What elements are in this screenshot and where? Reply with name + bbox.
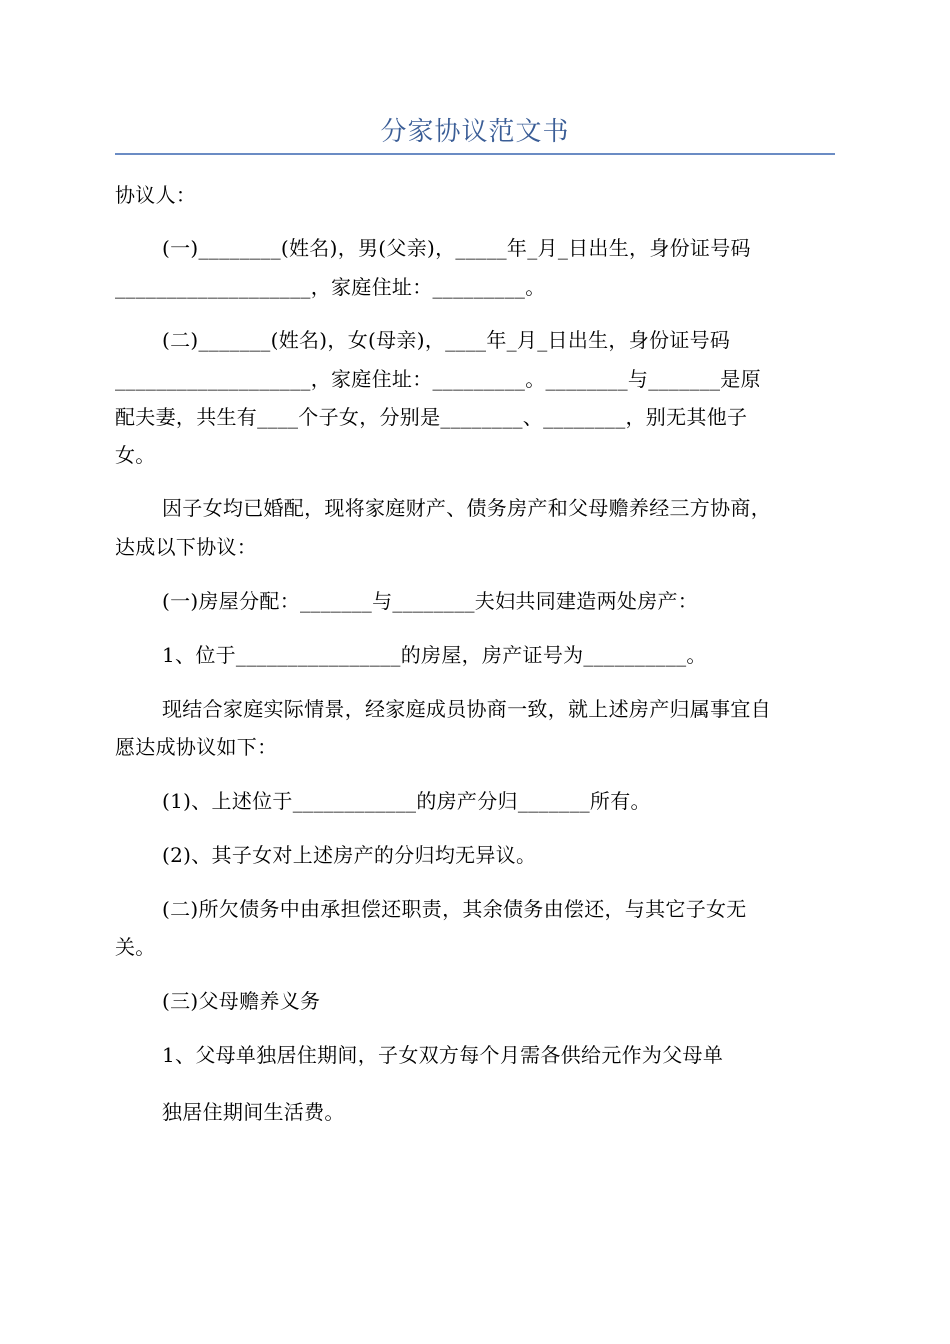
text-line: 协议人：	[115, 183, 197, 207]
document-title: 分家协议范文书	[380, 117, 570, 147]
text-line: (一)房屋分配：_______与________夫妇共同建造两处房产：	[162, 589, 699, 613]
text-line: ___________________，家庭住址：_________。________与_______是原	[115, 367, 761, 391]
text-line: 现结合家庭实际情景，经家庭成员协商一致，就上述房产归属事宜自	[162, 697, 771, 721]
text-line: 关。	[115, 935, 156, 959]
text-line: 愿达成协议如下：	[115, 735, 278, 759]
text-line: (二)_______(姓名)，女(母亲)，____年_月_日出生，身份证号码	[162, 328, 731, 352]
text-line: (1)、上述位于____________的房产分归_______所有。	[162, 789, 651, 813]
title-underline	[115, 153, 835, 155]
text-line: 1、父母单独居住期间，子女双方每个月需各供给元作为父母单	[162, 1043, 724, 1067]
text-line: 1、位于________________的房屋，房产证号为__________。	[162, 643, 707, 667]
text-line: (三)父母赡养义务	[162, 989, 321, 1013]
text-line: 独居住期间生活费。	[162, 1100, 345, 1124]
text-line: 因子女均已婚配，现将家庭财产、债务房产和父母赡养经三方协商，	[162, 496, 771, 520]
text-line: 女。	[115, 443, 156, 467]
text-line: (一)________(姓名)，男(父亲)，_____年_月_日出生，身份证号码	[162, 236, 751, 260]
text-line: (2)、其子女对上述房产的分归均无异议。	[162, 843, 537, 867]
text-line: ___________________，家庭住址：_________。	[115, 275, 546, 299]
text-line: 达成以下协议：	[115, 535, 258, 559]
text-line: (二)所欠债务中由承担偿还职责，其余债务由偿还，与其它子女无	[162, 897, 747, 921]
text-line: 配夫妻，共生有____个子女，分别是________、________，别无其他子	[115, 405, 748, 429]
